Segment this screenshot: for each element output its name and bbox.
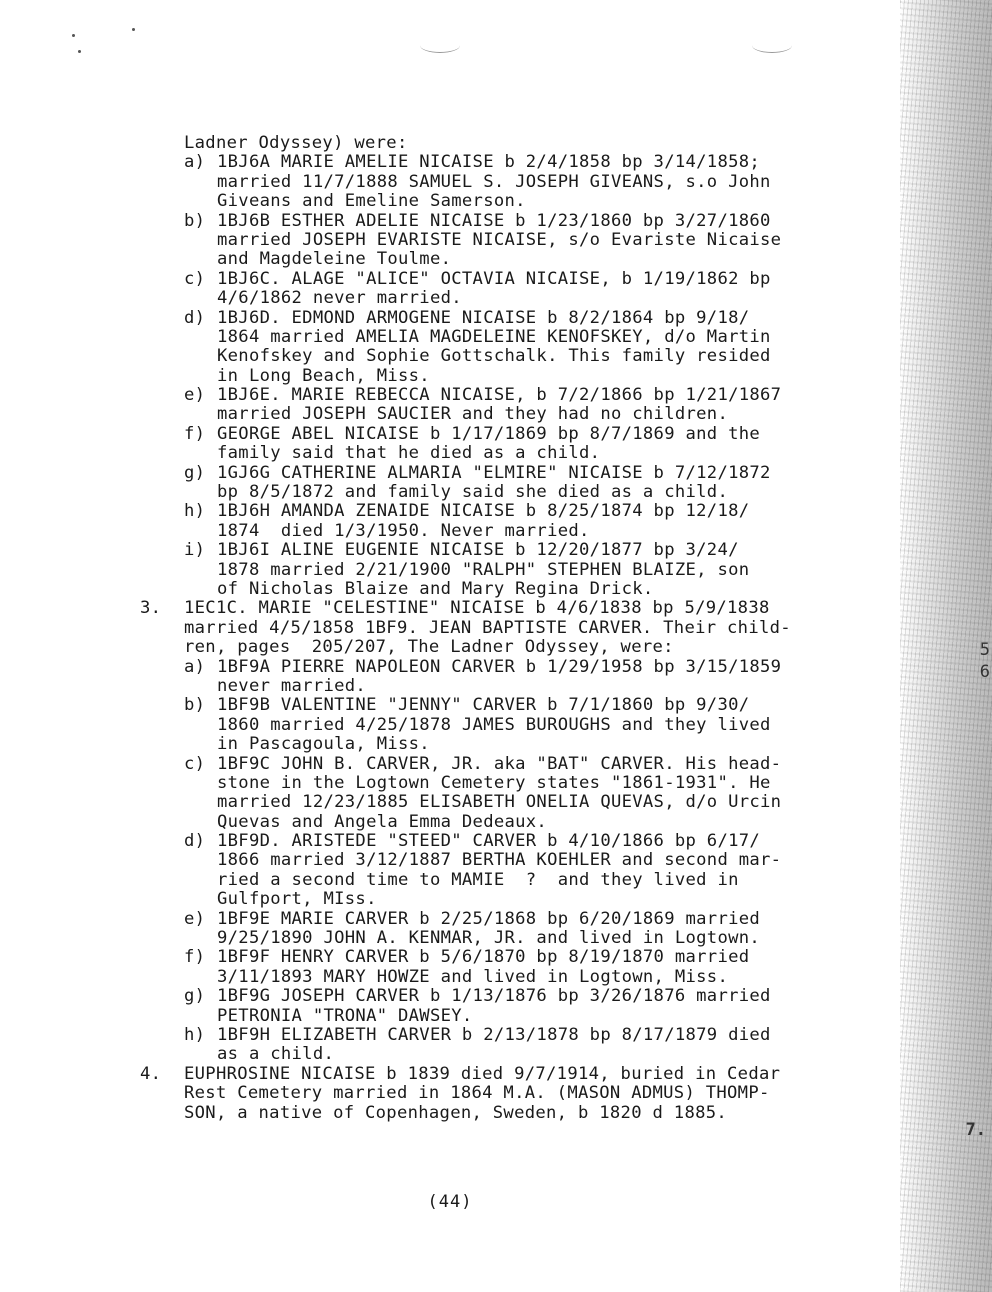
line-text: 4/6/1862 never married.: [217, 288, 462, 309]
line-text: in Long Beach, Miss.: [217, 365, 430, 386]
line-text: 1BF9E MARIE CARVER b 2/25/1868 bp 6/20/1869 married: [217, 908, 761, 929]
item-letter: e): [184, 908, 206, 929]
text-line: [140, 212, 870, 231]
item-letter: g): [184, 462, 206, 483]
item-letter: h): [184, 501, 206, 522]
text-line: [140, 386, 870, 405]
line-text: 1BF9H ELIZABETH CARVER b 2/13/1878 bp 8/17/1879 died: [217, 1024, 771, 1045]
text-line: [140, 1045, 870, 1064]
line-text: 1BJ6I ALINE EUGENIE NICAISE b 12/20/1877 bp 3/24/: [217, 540, 739, 561]
item-letter: c): [184, 268, 206, 289]
line-text: Quevas and Angela Emma Dedeaux.: [217, 811, 548, 832]
text-line: [140, 541, 870, 560]
item-letter: e): [184, 385, 206, 406]
line-text: SON, a native of Copenhagen, Sweden, b 1820 d 1885.: [184, 1102, 728, 1123]
text-line: [140, 425, 870, 444]
text-line: [140, 987, 870, 1006]
line-text: 1BF9B VALENTINE "JENNY" CARVER b 7/1/1860 bp 9/30/: [217, 695, 750, 716]
line-text: stone in the Logtown Cemetery states "1861-1931". He: [217, 772, 771, 793]
line-text: 1BJ6A MARIE AMELIE NICAISE b 2/4/1858 bp 3/14/1858;: [217, 152, 761, 173]
item-letter: f): [184, 423, 206, 444]
text-line: [140, 347, 870, 366]
document-body: [140, 134, 870, 1123]
text-line: [140, 173, 870, 192]
line-text: married 12/23/1885 ELISABETH ONELIA QUEVAS, d/o Urcin: [217, 792, 782, 813]
text-line: [140, 599, 870, 618]
line-text: married 11/7/1888 SAMUEL S. JOSEPH GIVEANS, s.o John: [217, 171, 771, 192]
item-letter: b): [184, 210, 206, 231]
text-line: [140, 929, 870, 948]
edge-mark: 5: [979, 640, 990, 660]
text-line: [140, 580, 870, 599]
text-line: [140, 561, 870, 580]
text-line: [140, 948, 870, 967]
line-text: Kenofskey and Sophie Gottschalk. This family resided: [217, 346, 771, 367]
line-text: 1BF9A PIERRE NAPOLEON CARVER b 1/29/1958 bp 3/15/1859: [217, 656, 782, 677]
text-line: [140, 250, 870, 269]
scan-speck: [132, 28, 135, 31]
text-line: [140, 910, 870, 929]
item-letter: g): [184, 986, 206, 1007]
text-line: [140, 522, 870, 541]
line-text: and Magdeleine Toulme.: [217, 249, 452, 270]
text-line: [140, 871, 870, 890]
line-text: family said that he died as a child.: [217, 443, 601, 464]
item-letter: d): [184, 831, 206, 852]
line-text: Giveans and Emeline Samerson.: [217, 191, 526, 212]
text-line: [140, 231, 870, 250]
line-text: 1878 married 2/21/1900 "RALPH" STEPHEN BLAIZE, son: [217, 559, 750, 580]
item-letter: h): [184, 1024, 206, 1045]
text-line: [140, 677, 870, 696]
scan-artifact: [420, 38, 460, 53]
line-text: 1866 married 3/12/1887 BERTHA KOEHLER and second mar-: [217, 850, 782, 871]
text-line: [140, 134, 870, 153]
text-line: [140, 1026, 870, 1045]
line-text: married JOSEPH SAUCIER and they had no children.: [217, 404, 729, 425]
text-line: [140, 502, 870, 521]
text-line: [140, 755, 870, 774]
text-line: [140, 813, 870, 832]
line-text: Rest Cemetery married in 1864 M.A. (MASON ADMUS) THOMP-: [184, 1083, 770, 1104]
item-letter: d): [184, 307, 206, 328]
line-text: 1EC1C. MARIE "CELESTINE" NICAISE b 4/6/1838 bp 5/9/1838: [184, 598, 770, 619]
text-line: [140, 619, 870, 638]
item-letter: a): [184, 656, 206, 677]
text-line: [140, 696, 870, 715]
line-text: Gulfport, MIss.: [217, 889, 377, 910]
text-line: [140, 309, 870, 328]
text-line: [140, 444, 870, 463]
text-line: [140, 716, 870, 735]
text-line: [140, 735, 870, 754]
text-line: [140, 153, 870, 172]
line-text: married 4/5/1858 1BF9. JEAN BAPTISTE CARVER. Their child-: [184, 617, 791, 638]
line-text: ried a second time to MAMIE ? and they lived in: [217, 869, 739, 890]
line-text: 1GJ6G CATHERINE ALMARIA "ELMIRE" NICAISE b 7/12/1872: [217, 462, 771, 483]
text-line: [140, 483, 870, 502]
text-line: [140, 1084, 870, 1103]
text-line: [140, 1007, 870, 1026]
line-text: 1BJ6C. ALAGE "ALICE" OCTAVIA NICAISE, b 1/19/1862 bp: [217, 268, 771, 289]
text-line: [140, 793, 870, 812]
line-text: Ladner Odyssey) were:: [184, 133, 408, 153]
text-line: [140, 289, 870, 308]
line-text: never married.: [217, 675, 367, 696]
line-text: of Nicholas Blaize and Mary Regina Drick.: [217, 578, 654, 599]
text-line: [140, 774, 870, 793]
scan-artifact: [752, 38, 792, 53]
line-text: 1BF9D. ARISTEDE "STEED" CARVER b 4/10/1866 bp 6/17/: [217, 831, 761, 852]
text-line: [140, 464, 870, 483]
line-text: 9/25/1890 JOHN A. KENMAR, JR. and lived in Logtown.: [217, 928, 761, 949]
scan-speck: [72, 34, 75, 37]
scanned-page-edge: [900, 0, 992, 1292]
line-text: 1BJ6E. MARIE REBECCA NICAISE, b 7/2/1866 bp 1/21/1867: [217, 385, 782, 406]
line-text: married JOSEPH EVARISTE NICAISE, s/o Evariste Nicaise: [217, 229, 782, 250]
text-line: [140, 658, 870, 677]
line-text: 1BF9F HENRY CARVER b 5/6/1870 bp 8/19/1870 married: [217, 947, 750, 968]
line-text: as a child.: [217, 1044, 335, 1065]
text-line: [140, 192, 870, 211]
item-letter: b): [184, 695, 206, 716]
line-text: 1BF9C JOHN B. CARVER, JR. aka "BAT" CARVER. His head-: [217, 753, 782, 774]
edge-mark: 6: [979, 662, 990, 682]
line-text: bp 8/5/1872 and family said she died as a child.: [217, 482, 729, 503]
scan-speck: [78, 50, 81, 53]
line-text: 1874 died 1/3/1950. Never married.: [217, 520, 590, 541]
item-number: 4.: [140, 1063, 162, 1084]
text-line: [140, 890, 870, 909]
item-letter: f): [184, 947, 206, 968]
page-number: (44): [427, 1192, 473, 1212]
text-line: [140, 968, 870, 987]
text-line: [140, 832, 870, 851]
text-line: [140, 1065, 870, 1084]
text-line: [140, 1104, 870, 1123]
line-text: ren, pages 205/207, The Ladner Odyssey, were:: [184, 637, 674, 658]
line-text: 1BF9G JOSEPH CARVER b 1/13/1876 bp 3/26/1876 married: [217, 986, 771, 1007]
text-line: [140, 328, 870, 347]
line-text: 1BJ6D. EDMOND ARMOGENE NICAISE b 8/2/1864 bp 9/18/: [217, 307, 750, 328]
text-line: [140, 270, 870, 289]
item-letter: i): [184, 540, 206, 561]
line-text: in Pascagoula, Miss.: [217, 734, 430, 755]
line-text: 1BJ6H AMANDA ZENAIDE NICAISE b 8/25/1874 bp 12/18/: [217, 501, 750, 522]
line-text: EUPHROSINE NICAISE b 1839 died 9/7/1914, buried in Cedar: [184, 1063, 781, 1084]
line-text: 3/11/1893 MARY HOWZE and lived in Logtown, Miss.: [217, 966, 729, 987]
item-letter: c): [184, 753, 206, 774]
item-letter: a): [184, 152, 206, 173]
edge-mark: 7.: [965, 1120, 986, 1140]
text-line: [140, 851, 870, 870]
text-line: [140, 367, 870, 386]
text-line: [140, 405, 870, 424]
text-line: [140, 638, 870, 657]
item-number: 3.: [140, 598, 162, 619]
line-text: 1864 married AMELIA MAGDELEINE KENOFSKEY, d/o Martin: [217, 326, 771, 347]
line-text: 1BJ6B ESTHER ADELIE NICAISE b 1/23/1860 bp 3/27/1860: [217, 210, 771, 231]
line-text: GEORGE ABEL NICAISE b 1/17/1869 bp 8/7/1869 and the: [217, 423, 761, 444]
line-text: 1860 married 4/25/1878 JAMES BUROUGHS and they lived: [217, 714, 771, 735]
line-text: PETRONIA "TRONA" DAWSEY.: [217, 1005, 473, 1026]
